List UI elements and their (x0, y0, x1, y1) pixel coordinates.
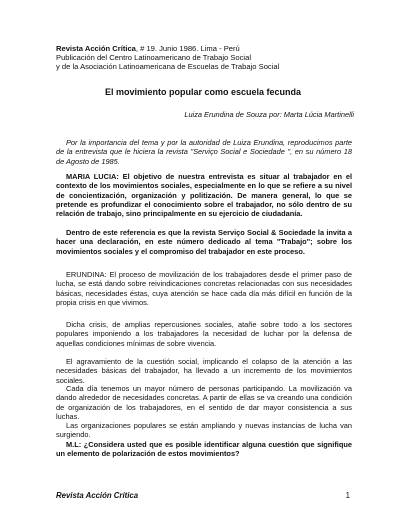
paragraph-crisis: Dicha crisis, de amplias repercusiones sociales, atañe sobre todo a los sectores populares imponiendo a los trabajadores la necesidad de luchar por la defensa de aquellas condiciones mínimas de sobre vivencia. (56, 320, 352, 348)
footer-journal-name: Revista Acción Crítica (56, 491, 139, 500)
article-title: El movimiento popular como escuela fecunda (104, 87, 302, 97)
paragraph-reference: Dentro de este referencia es que la revista Serviço Social & Sociedade la invita a hacer una declaración, en este número dedicado al tema "Trabajo"; sobre los movimientos sociales y el compromiso del trabajador en este proceso. (56, 228, 352, 256)
issue-info: , # 19. Junio 1986. Lima - Perú (135, 44, 240, 53)
publication-header (56, 44, 366, 72)
paragraph-question: M.L: ¿Considera usted que es posible identificar alguna cuestión que signifique un elemento de polarización de estos movimientos? (56, 440, 352, 459)
header-line-3: y de la Asociación Latinoamericana de Escuelas de Trabajo Social (56, 62, 280, 72)
paragraph-participacion: Cada día tenemos un mayor número de personas participando. La movilización va dando alrededor de necesidades concretas. A partir de ellas se va creando una condición de organización de los trabajadores, en el sentido de dar mayor consistencia a sus luchas. (56, 384, 352, 421)
intro-paragraph: Por la importancia del tema y por la autoridad de Luiza Erundina, reproducimos parte de la entrevista que le hiciera la revista "Serviço Social e Sociedade ", en su número 18 de Agosto de 1985. (56, 138, 352, 166)
paragraph-organizaciones: Las organizaciones populares se están ampliando y nuevas instancias de lucha van surgiendo. (56, 421, 352, 440)
header-line-2: Publicación del Centro Latinoamericano de Trabajo Social (56, 53, 252, 63)
paragraph-erundina: ERUNDINA: El proceso de movilización de los trabajadores desde el primer paso de lucha, se está dando sobre reivindicaciones concretas relacionadas con sus necesidades básicas, necesidades éstas, cuya atención se hace cada día más difícil en función de la propia crisis en que vivimos. (56, 270, 352, 307)
journal-name: Revista Acción Crítica (56, 44, 136, 53)
article-byline: Luiza Erundina de Souza por: Marta Lúcia Martinelli (184, 110, 354, 119)
header-line-1 (56, 44, 366, 53)
paragraph-agravamiento: El agravamiento de la cuestión social, implicando el colapso de la atención a las necesidades básicas del trabajador, ha llevado a un incremento de los movimientos sociales. (56, 357, 352, 385)
page-number: 1 (345, 491, 350, 500)
paragraph-maria-lucia: MARIA LUCIA: El objetivo de nuestra entrevista es situar al trabajador en el contexto de los movimientos sociales, especialmente en lo que se refiere a su nivel de concientización, organización y politización. De manera general, lo que se pretende es profundizar el conocimiento sobre el trabajador, no sólo dentro de su relación de trabajo, sino principalmente en su ejercicio de ciudadanía. (56, 172, 352, 219)
